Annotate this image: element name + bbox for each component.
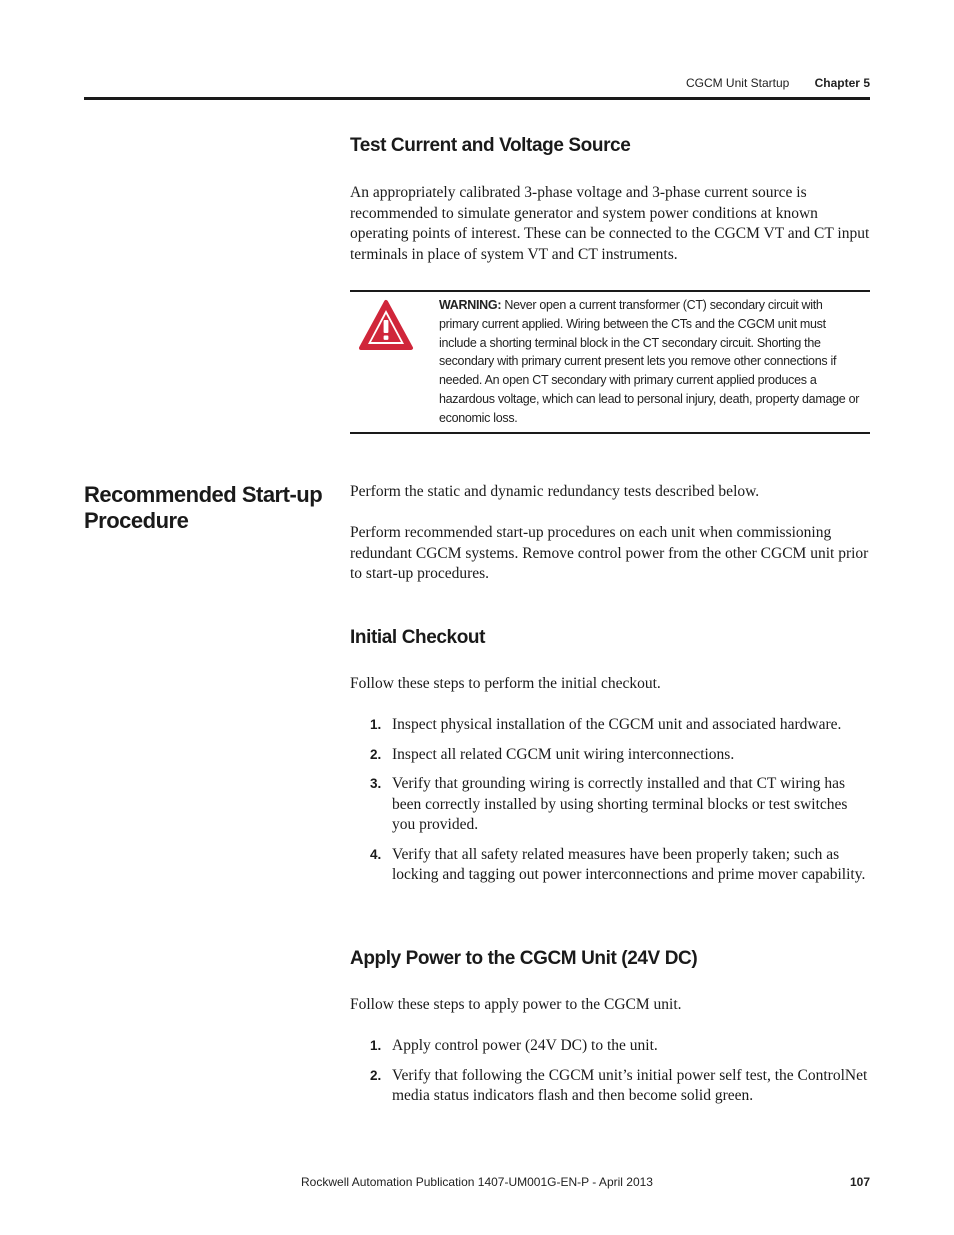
apply-power-steps <box>350 1036 870 1107</box>
step-text: Apply control power (24V DC) to the unit. <box>392 1037 658 1054</box>
apply-power-intro: Follow these steps to apply power to the CGCM unit. <box>350 996 682 1013</box>
startup-heading: Recommended Start-up Procedure <box>84 482 323 533</box>
step-text: Inspect all related CGCM unit wiring interconnections. <box>392 745 735 763</box>
warning-triangle-icon <box>358 298 414 352</box>
step-number: 1. <box>370 1038 382 1053</box>
header-section-title: CGCM Unit Startup <box>685 76 790 90</box>
running-header <box>686 76 870 90</box>
step-text: Verify that following the CGCM unit’s initial power self test, the ControlNet media status indicators flash and then become solid green. <box>392 1066 868 1104</box>
initial-checkout-heading: Initial Checkout <box>350 627 486 648</box>
startup-intro: Perform the static and dynamic redundancy tests described below. <box>350 483 760 500</box>
footer-publication: Rockwell Automation Publication 1407-UM001G-EN-P - April 2013 <box>301 1175 653 1189</box>
warning-message: Never open a current transformer (CT) secondary circuit with primary current applied. Wiring between the CTs and the CGCM unit must include a shorting terminal block in the CT secondary circuit. Shorting the secondary with primary current present lets you remove other connections if needed. An open CT secondary with primary current applied produces a hazardous voltage, which can lead to personal injury, death, property damage or economic loss. <box>439 298 860 425</box>
warning-text <box>439 296 864 428</box>
step-number: 1. <box>370 717 382 732</box>
step-number: 3. <box>370 776 382 791</box>
warning-box <box>350 290 870 434</box>
test-source-body: An appropriately calibrated 3-phase voltage and 3-phase current source is recommended to simulate generator and system power conditions at known operating points of interest. These can be connected to the CGCM VT and CT input terminals in place of system VT and CT instruments. <box>350 184 870 263</box>
list-item <box>350 715 870 736</box>
initial-checkout-steps <box>350 715 870 886</box>
step-text: Verify that grounding wiring is correctly installed and that CT wiring has been correctly installed by using shorting terminal blocks or test switches you provided. <box>392 775 848 833</box>
header-rule <box>84 97 870 100</box>
apply-power-heading: Apply Power to the CGCM Unit (24V DC) <box>350 948 698 969</box>
list-item <box>350 745 870 766</box>
step-number: 2. <box>370 746 382 762</box>
list-item <box>350 1066 870 1107</box>
startup-body: Perform recommended start-up procedures on each unit when commissioning redundant CGCM systems. Remove control power from the other CGCM unit prior to start-up procedures. <box>350 524 869 582</box>
warning-label: WARNING: <box>439 298 502 312</box>
initial-checkout-intro: Follow these steps to perform the initial checkout. <box>350 675 661 692</box>
header-chapter: Chapter 5 <box>814 76 870 90</box>
list-item <box>350 845 870 886</box>
step-number: 4. <box>370 846 382 862</box>
step-number: 2. <box>370 1067 382 1083</box>
step-text: Inspect physical installation of the CGCM unit and associated hardware. <box>392 716 842 733</box>
page-number: 107 <box>849 1175 870 1189</box>
list-item <box>350 774 870 836</box>
list-item <box>350 1036 870 1057</box>
step-text: Verify that all safety related measures have been properly taken; such as locking and tagging out power interconnections and prime mover capability. <box>392 845 866 883</box>
test-source-heading: Test Current and Voltage Source <box>350 135 631 156</box>
